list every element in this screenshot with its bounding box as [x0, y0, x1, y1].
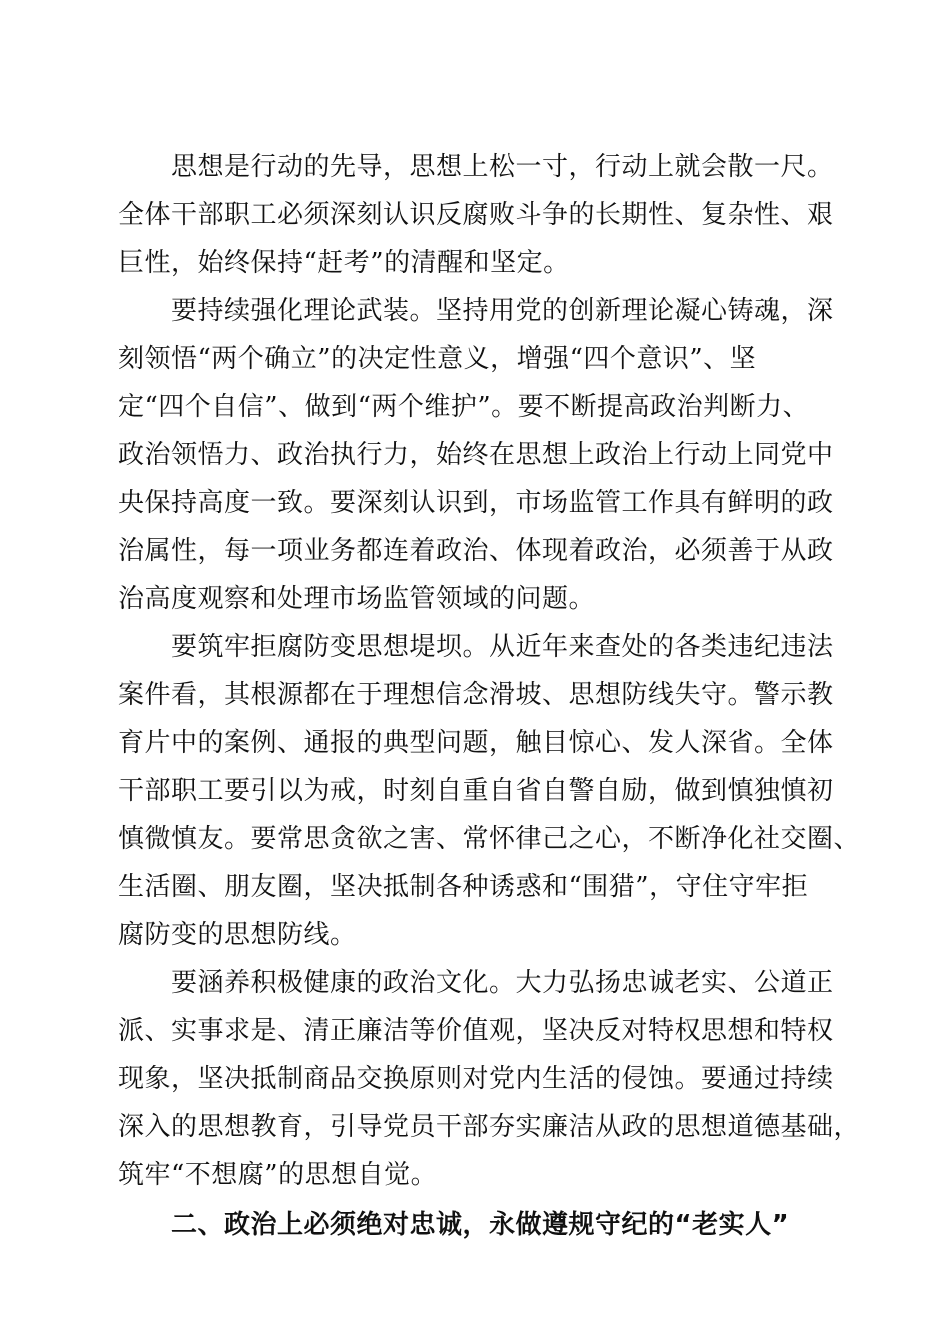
- paragraph-4-line-1: 要涵养积极健康的政治文化。大力弘扬忠诚老实、公道正: [171, 968, 834, 998]
- paragraph-3-line-2: 案件看，其根源都在于理想信念滑坡、思想防线失守。警示教: [118, 680, 834, 710]
- paragraph-3-line-1: 要筑牢拒腐防变思想堤坝。从近年来查处的各类违纪违法: [171, 632, 834, 662]
- paragraph-1-line-3: 巨性，始终保持“赶考”的清醒和坚定。: [118, 248, 570, 278]
- paragraph-2-line-1: 要持续强化理论武装。坚持用党的创新理论凝心铸魂，深: [171, 296, 834, 326]
- paragraph-3-line-5: 慎微慎友。要常思贪欲之害、常怀律己之心，不断净化社交圈、: [118, 824, 861, 854]
- paragraph-2-line-7: 治高度观察和处理市场监管领域的问题。: [118, 584, 596, 614]
- paragraph-4-line-4: 深入的思想教育，引导党员干部夯实廉洁从政的思想道德基础，: [118, 1112, 861, 1142]
- paragraph-3-line-4: 干部职工要引以为戒，时刻自重自省自警自励，做到慎独慎初: [118, 776, 834, 806]
- paragraph-2-line-5: 央保持高度一致。要深刻认识到，市场监管工作具有鲜明的政: [118, 488, 834, 518]
- paragraph-2-line-6: 治属性，每一项业务都连着政治、体现着政治，必须善于从政: [118, 536, 834, 566]
- paragraph-4-line-5: 筑牢“不想腐”的思想自觉。: [118, 1160, 438, 1190]
- paragraph-1-line-2: 全体干部职工必须深刻认识反腐败斗争的长期性、复杂性、艰: [118, 200, 834, 230]
- paragraph-2-line-4: 政治领悟力、政治执行力，始终在思想上政治上行动上同党中: [118, 440, 834, 470]
- paragraph-4-line-2: 派、实事求是、清正廉洁等价值观，坚决反对特权思想和特权: [118, 1016, 834, 1046]
- paragraph-1-line-1: 思想是行动的先导，思想上松一寸，行动上就会散一尺。: [171, 152, 834, 182]
- section-heading: 二、政治上必须绝对忠诚，永做遵规守纪的“老实人”: [171, 1210, 790, 1240]
- paragraph-3-line-6: 生活圈、朋友圈，坚决抵制各种诱惑和“围猎”，守住守牢拒: [118, 872, 809, 902]
- paragraph-2-line-3: 定“四个自信”、做到“两个维护”。要不断提高政治判断力、: [118, 392, 810, 422]
- paragraph-2-line-2: 刻领悟“两个确立”的决定性意义，增强“四个意识”、坚: [118, 344, 757, 374]
- paragraph-3-line-3: 育片中的案例、通报的典型问题，触目惊心、发人深省。全体: [118, 728, 834, 758]
- paragraph-4-line-3: 现象，坚决抵制商品交换原则对党内生活的侵蚀。要通过持续: [118, 1064, 834, 1094]
- paragraph-3-line-7: 腐防变的思想防线。: [118, 920, 357, 950]
